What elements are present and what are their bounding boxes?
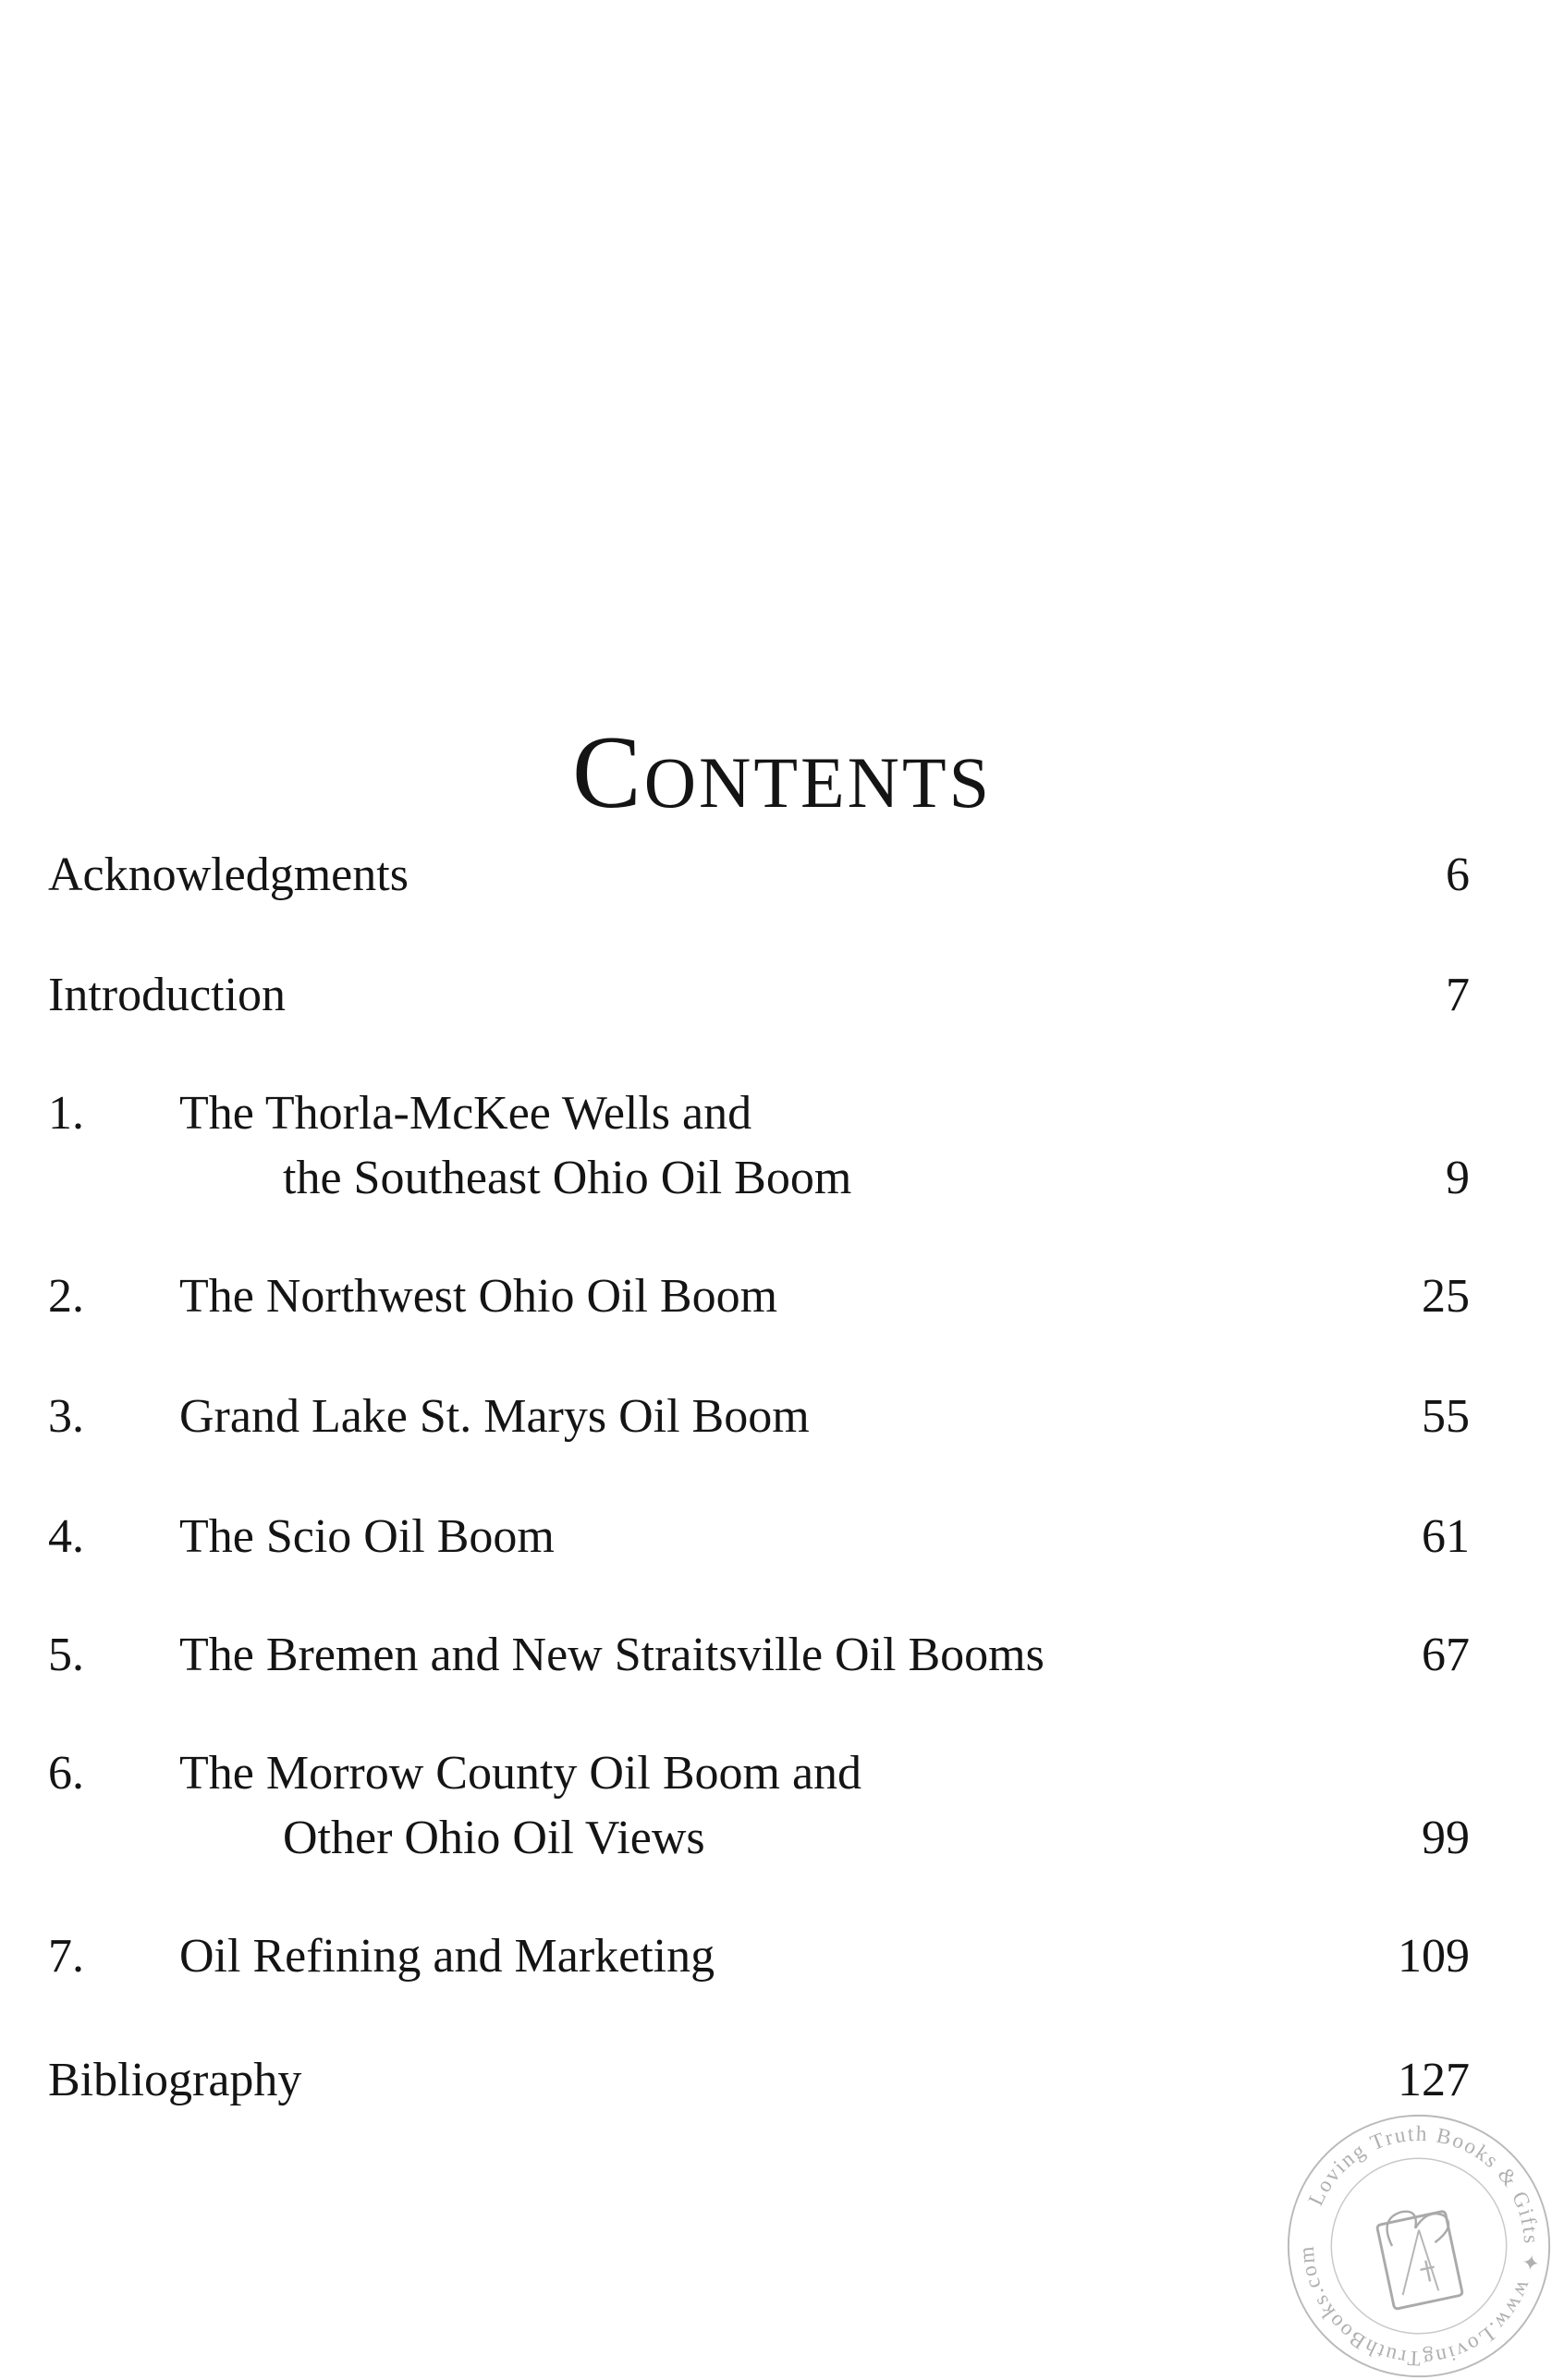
chapter-title	[179, 1081, 851, 1211]
chapter-title: Grand Lake St. Marys Oil Boom	[179, 1390, 810, 1443]
chapter-title: The Northwest Ohio Oil Boom	[179, 1270, 778, 1323]
chapter-title: Oil Refining and Marketing	[179, 1930, 715, 1983]
page-title: Contents	[571, 715, 992, 831]
chapter-page: 109	[1398, 1930, 1470, 1983]
chapter-page: 99	[1422, 1812, 1470, 1864]
chapter-number: 5.	[48, 1629, 84, 1681]
chapter-title-line2: the Southeast Ohio Oil Boom	[283, 1152, 852, 1204]
chapter-page: 61	[1422, 1510, 1470, 1563]
chapter-page: 9	[1446, 1152, 1470, 1204]
chapter-page: 25	[1422, 1270, 1470, 1323]
toc-entry-title: Introduction	[48, 969, 287, 1021]
chapter-title-line2: Other Ohio Oil Views	[283, 1812, 705, 1864]
toc-entry-title: Acknowledgments	[48, 848, 409, 901]
chapter-number: 2.	[48, 1270, 84, 1323]
chapter-number: 1.	[48, 1087, 84, 1140]
chapter-title-line1: The Morrow County Oil Boom and	[179, 1747, 862, 1800]
chapter-number: 7.	[48, 1930, 84, 1983]
svg-text:Loving Truth Books & Gifts ✦ w: Loving Truth Books & Gifts ✦ www.LovingTruthBooks.com	[1294, 2121, 1544, 2371]
chapter-page: 55	[1422, 1390, 1470, 1443]
gift-bible-icon	[1376, 2211, 1462, 2309]
chapter-title: The Bremen and New Straitsville Oil Booms	[179, 1629, 1045, 1681]
toc-entry-page: 127	[1398, 2054, 1470, 2106]
chapter-title	[179, 1741, 861, 1871]
chapter-title: The Scio Oil Boom	[179, 1510, 555, 1563]
chapter-page: 67	[1422, 1629, 1470, 1681]
chapter-number: 6.	[48, 1747, 84, 1800]
toc-entry-title: Bibliography	[48, 2054, 302, 2106]
toc-entry-page: 6	[1446, 848, 1470, 901]
chapter-number: 3.	[48, 1390, 84, 1443]
chapter-title-line1: The Thorla-McKee Wells and	[179, 1087, 752, 1140]
toc-entry-page: 7	[1446, 969, 1470, 1021]
chapter-number: 4.	[48, 1510, 84, 1563]
watermark-seal	[1285, 2112, 1553, 2380]
